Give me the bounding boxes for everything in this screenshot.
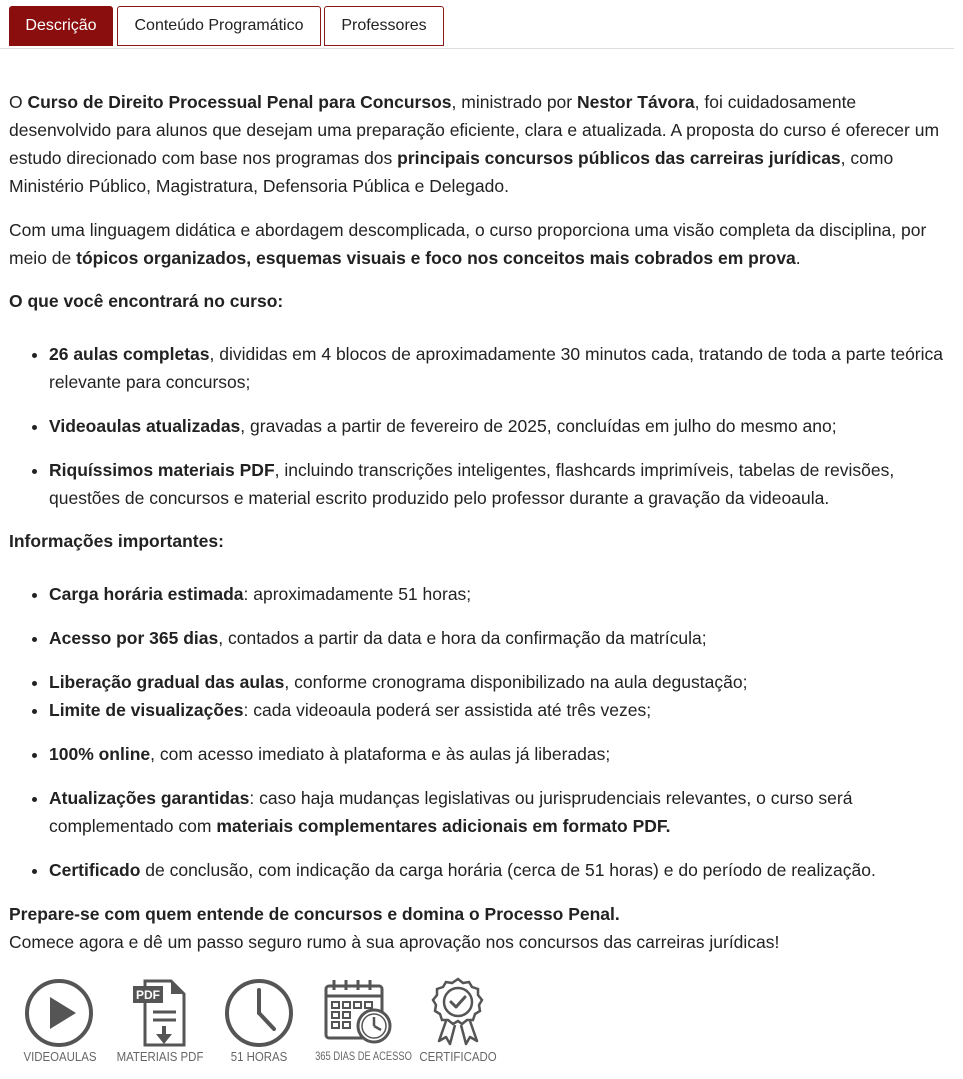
list-item: • Videoaulas atualizadas, gravadas a partir de fevereiro de 2025, concluídas em julho do mesmo ano; bbox=[49, 412, 949, 440]
clock-icon bbox=[224, 978, 294, 1048]
description-content bbox=[9, 88, 949, 956]
list-item: • Certificado de conclusão, com indicação da carga horária (cerca de 51 horas) e do período de realização. bbox=[49, 856, 949, 884]
pdf-icon bbox=[131, 978, 187, 1048]
pdf-badge-text: PDF bbox=[136, 988, 160, 1002]
tab-bar bbox=[0, 0, 954, 49]
contents-list bbox=[9, 340, 949, 512]
intro-paragraph-2: Com uma linguagem didática e abordagem descomplicada, o curso proporciona uma visão completa da disciplina, por meio de tópicos organizados, esquemas visuais e foco nos conceitos mais cobrados em prova. bbox=[9, 220, 927, 268]
closing-bold: Prepare-se com quem entende de concursos e domina o Processo Penal. bbox=[9, 904, 620, 924]
list-item: • Liberação gradual das aulas, conforme cronograma disponibilizado na aula degustação; bbox=[49, 668, 949, 696]
tab-professores[interactable]: Professores bbox=[324, 6, 444, 46]
list-item: • Riquíssimos materiais PDF, incluindo transcrições inteligentes, flashcards imprimíveis, tabelas de revisões, questões de concursos e material escrito produzido pelo professor durante a gravação da videoaula. bbox=[49, 456, 949, 512]
list-item: • 100% online, com acesso imediato à plataforma e às aulas já liberadas; bbox=[49, 740, 949, 768]
list-item: • Acesso por 365 dias, contados a partir da data e hora da confirmação da matrícula; bbox=[49, 624, 949, 652]
certificate-icon bbox=[430, 977, 486, 1047]
list-item: • Limite de visualizações: cada videoaula poderá ser assistida até três vezes; bbox=[49, 696, 949, 724]
section-heading-contents: O que você encontrará no curso: bbox=[9, 291, 284, 311]
feature-label: VIDEOAULAS bbox=[23, 1049, 97, 1064]
feature-label: 365 DIAS DE ACESSO bbox=[315, 1049, 412, 1063]
closing-text: Comece agora e dê um passo seguro rumo à sua aprovação nos concursos das carreiras jurídicas! bbox=[9, 932, 780, 952]
tab-conteudo-programatico[interactable]: Conteúdo Programático bbox=[117, 6, 321, 46]
tab-descricao[interactable]: Descrição bbox=[9, 6, 113, 46]
intro-paragraph-1: O Curso de Direito Processual Penal para Concursos, ministrado por Nestor Távora, foi cuidadosamente desenvolvido para alunos que desejam uma preparação eficiente, clara e atualizada. A proposta do curso é oferecer um estudo direcionado com base nos programas dos principais concursos públicos das carreiras jurídicas, como Ministério Público, Magistratura, Defensoria Pública e Delegado. bbox=[9, 92, 940, 196]
feature-label: CERTIFICADO bbox=[419, 1049, 497, 1064]
calendar-clock-icon bbox=[324, 978, 394, 1046]
list-item: • 26 aulas completas, divididas em 4 blocos de aproximadamente 30 minutos cada, tratando de toda a parte teórica relevante para concursos; bbox=[49, 340, 949, 396]
list-item: • Carga horária estimada: aproximadamente 51 horas; bbox=[49, 580, 949, 608]
section-heading-info: Informações importantes: bbox=[9, 531, 224, 551]
play-icon bbox=[24, 978, 94, 1048]
list-item: • Atualizações garantidas: caso haja mudanças legislativas ou jurisprudenciais relevantes, o curso será complementado com materiais complementares adicionais em formato PDF. bbox=[49, 784, 949, 840]
feature-label: MATERIAIS PDF bbox=[116, 1049, 204, 1064]
info-list bbox=[9, 580, 949, 884]
feature-label: 51 HORAS bbox=[230, 1049, 288, 1064]
